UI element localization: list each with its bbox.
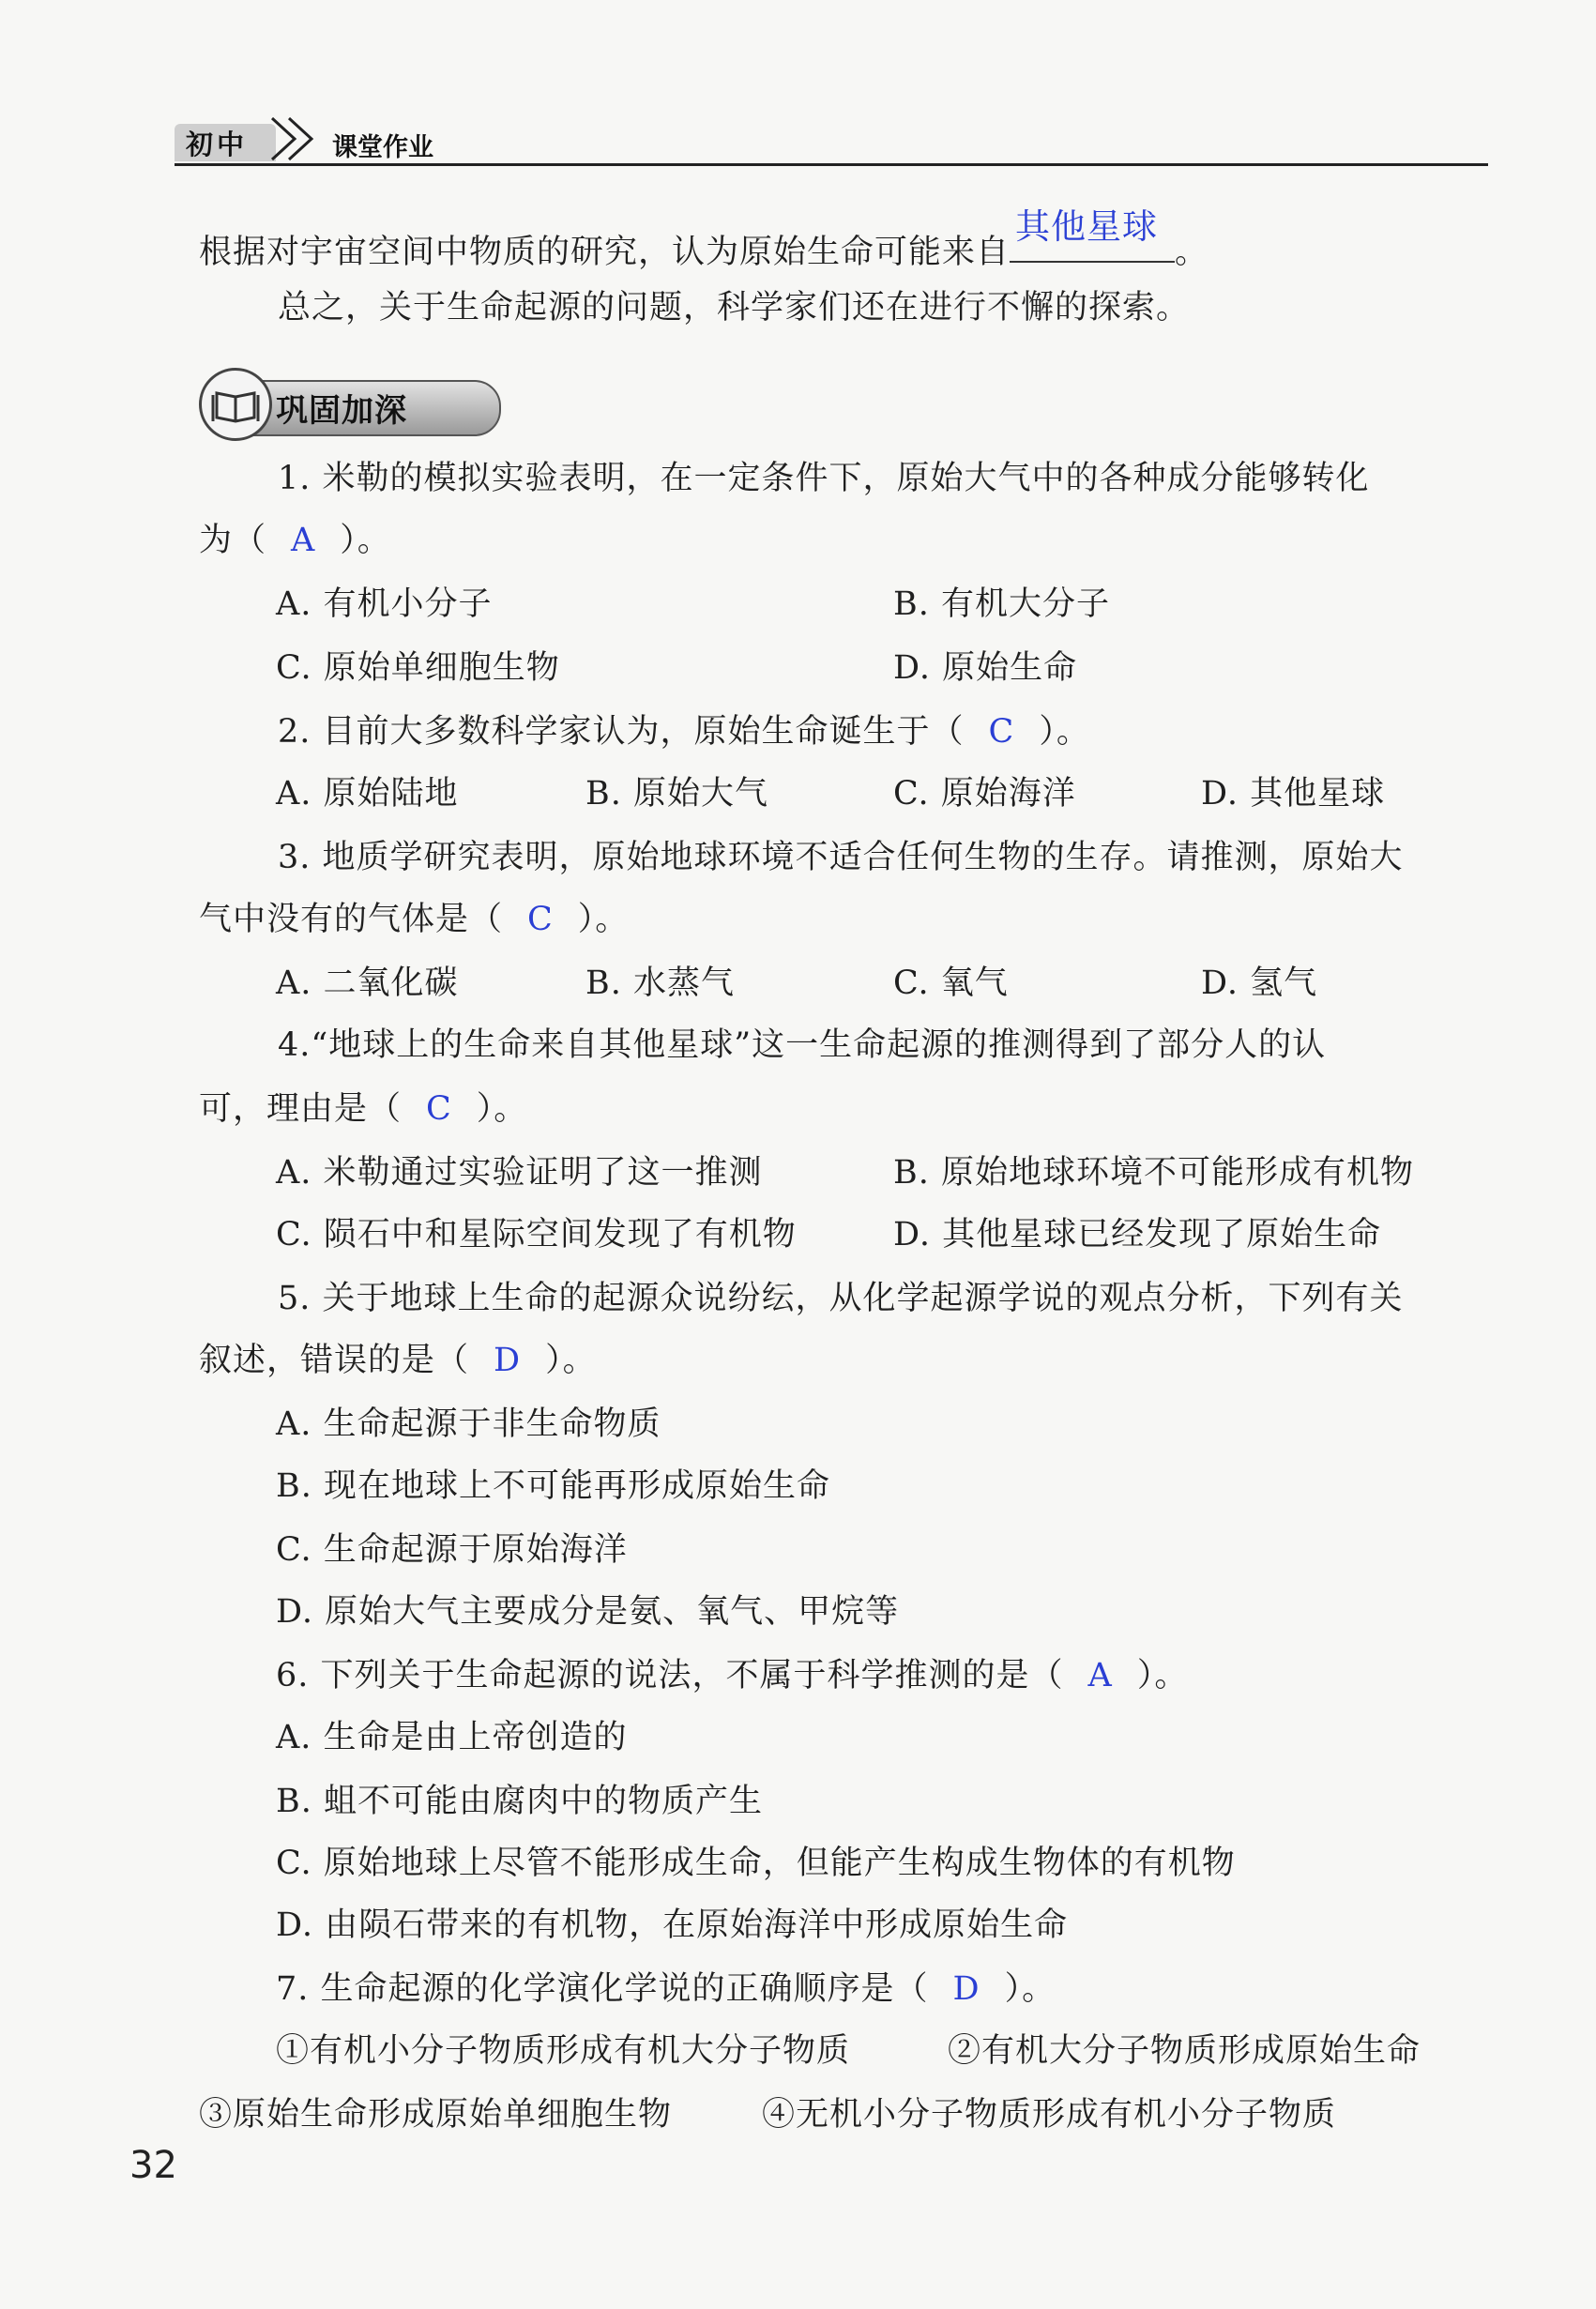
q5-option-d: D. 原始大气主要成分是氨、氧气、甲烷等 xyxy=(276,1593,900,1631)
q2-option-a: A. 原始陆地 xyxy=(276,775,459,813)
q1-option-a: A. 有机小分子 xyxy=(276,585,493,623)
q1-line-1: 1. 米勒的模拟实验表明，在一定条件下，原始大气中的各种成分能够转化 xyxy=(278,460,1370,497)
q5-punct: ）。 xyxy=(545,1342,597,1379)
q6-punct: ）。 xyxy=(1136,1657,1189,1694)
intro-line-2: 总之，关于生命起源的问题，科学家们还在进行不懈的探索。 xyxy=(278,289,1191,327)
q2-option-b: B. 原始大气 xyxy=(585,775,768,813)
header-rule xyxy=(175,163,1488,166)
q5-option-c: C. 生命起源于原始海洋 xyxy=(276,1531,628,1569)
q1-answer: A xyxy=(291,522,316,559)
q3-punct: ）。 xyxy=(577,901,630,938)
section-title: 巩固加深 xyxy=(276,392,407,430)
q5-line-2 xyxy=(199,1340,597,1381)
q7-punct: ）。 xyxy=(1004,1970,1056,2008)
q7-step-1: ①有机小分子物质形成有机大分子物质 xyxy=(276,2032,851,2070)
q7-step-4: ④无机小分子物质形成有机小分子物质 xyxy=(762,2096,1337,2134)
q5-line-1: 5. 关于地球上生命的起源众说纷纭，从化学起源学说的观点分析，下列有关 xyxy=(278,1280,1404,1317)
q6-text: 6. 下列关于生命起源的说法，不属于科学推测的是（ xyxy=(276,1657,1064,1694)
q1-line-2 xyxy=(199,520,391,561)
q3-option-c: C. 氧气 xyxy=(893,965,1009,1002)
q7-line-1 xyxy=(276,1968,1056,2010)
q1-punct: ）。 xyxy=(340,522,391,559)
q7-answer: D xyxy=(952,1970,980,2008)
q3-line-2 xyxy=(199,899,629,940)
q5-answer: D xyxy=(494,1342,522,1379)
q1-option-b: B. 有机大分子 xyxy=(893,585,1110,623)
intro-text: 根据对宇宙空间中物质的研究，认为原始生命可能来自 xyxy=(199,234,1011,271)
q1-text: 为（ xyxy=(199,522,267,559)
banner-circle xyxy=(199,368,272,441)
page-number: 32 xyxy=(129,2144,177,2187)
double-chevron-icon xyxy=(266,111,323,163)
q5-option-b: B. 现在地球上不可能再形成原始生命 xyxy=(276,1467,830,1505)
q7-step-2: ②有机大分子物质形成原始生命 xyxy=(948,2032,1421,2070)
q6-option-d: D. 由陨石带来的有机物，在原始海洋中形成原始生命 xyxy=(276,1906,1069,1944)
q4-option-a: A. 米勒通过实验证明了这一推测 xyxy=(276,1154,763,1192)
q2-option-d: D. 其他星球 xyxy=(1201,775,1386,813)
section-banner xyxy=(199,368,501,445)
q1-option-d: D. 原始生命 xyxy=(893,649,1078,687)
q1-option-c: C. 原始单细胞生物 xyxy=(276,649,560,687)
q3-option-b: B. 水蒸气 xyxy=(585,965,735,1002)
q6-answer: A xyxy=(1087,1657,1113,1694)
q3-text: 气中没有的气体是（ xyxy=(199,901,504,938)
header-title: 课堂作业 xyxy=(332,133,433,162)
q6-option-b: B. 蛆不可能由腐肉中的物质产生 xyxy=(276,1783,763,1820)
q4-option-d: D. 其他星球已经发现了原始生命 xyxy=(893,1216,1382,1253)
page-header xyxy=(175,111,1488,167)
q3-answer: C xyxy=(527,901,554,938)
q3-line-1: 3. 地质学研究表明，原始地球环境不适合任何生物的生存。请推测，原始大 xyxy=(278,839,1404,876)
q4-text: 可，理由是（ xyxy=(199,1090,403,1128)
q2-punct: ）。 xyxy=(1039,713,1090,751)
q5-text: 叙述，错误的是（ xyxy=(199,1342,470,1379)
q7-step-3: ③原始生命形成原始单细胞生物 xyxy=(199,2096,673,2134)
blank-answer: 其他星球 xyxy=(1015,206,1159,247)
q3-option-a: A. 二氧化碳 xyxy=(276,965,459,1002)
q6-line-1 xyxy=(276,1655,1188,1696)
q4-punct: ）。 xyxy=(476,1090,528,1128)
header-grade: 初中 xyxy=(186,129,249,160)
answer-blank xyxy=(1010,206,1175,263)
q2-text: 2. 目前大多数科学家认为，原始生命诞生于（ xyxy=(278,713,965,751)
q4-line-2 xyxy=(199,1088,527,1130)
q5-option-a: A. 生命起源于非生命物质 xyxy=(276,1405,661,1443)
book-icon xyxy=(202,371,269,438)
q6-option-c: C. 原始地球上尽管不能形成生命，但能产生构成生物体的有机物 xyxy=(276,1845,1236,1882)
q4-line-1: 4.“地球上的生命来自其他星球”这一生命起源的推测得到了部分人的认 xyxy=(278,1026,1327,1064)
q2-line-1 xyxy=(278,711,1090,752)
q2-option-c: C. 原始海洋 xyxy=(893,775,1076,813)
q4-option-c: C. 陨石中和星际空间发现了有机物 xyxy=(276,1216,797,1253)
q6-option-a: A. 生命是由上帝创造的 xyxy=(276,1719,628,1756)
q3-option-d: D. 氢气 xyxy=(1201,965,1318,1002)
q4-option-b: B. 原始地球环境不可能形成有机物 xyxy=(893,1154,1414,1192)
q7-text: 7. 生命起源的化学演化学说的正确顺序是（ xyxy=(276,1970,929,2008)
q4-answer: C xyxy=(426,1090,452,1128)
intro-punct: 。 xyxy=(1175,234,1209,271)
intro-line-1 xyxy=(199,206,1209,273)
q2-answer: C xyxy=(988,713,1015,751)
